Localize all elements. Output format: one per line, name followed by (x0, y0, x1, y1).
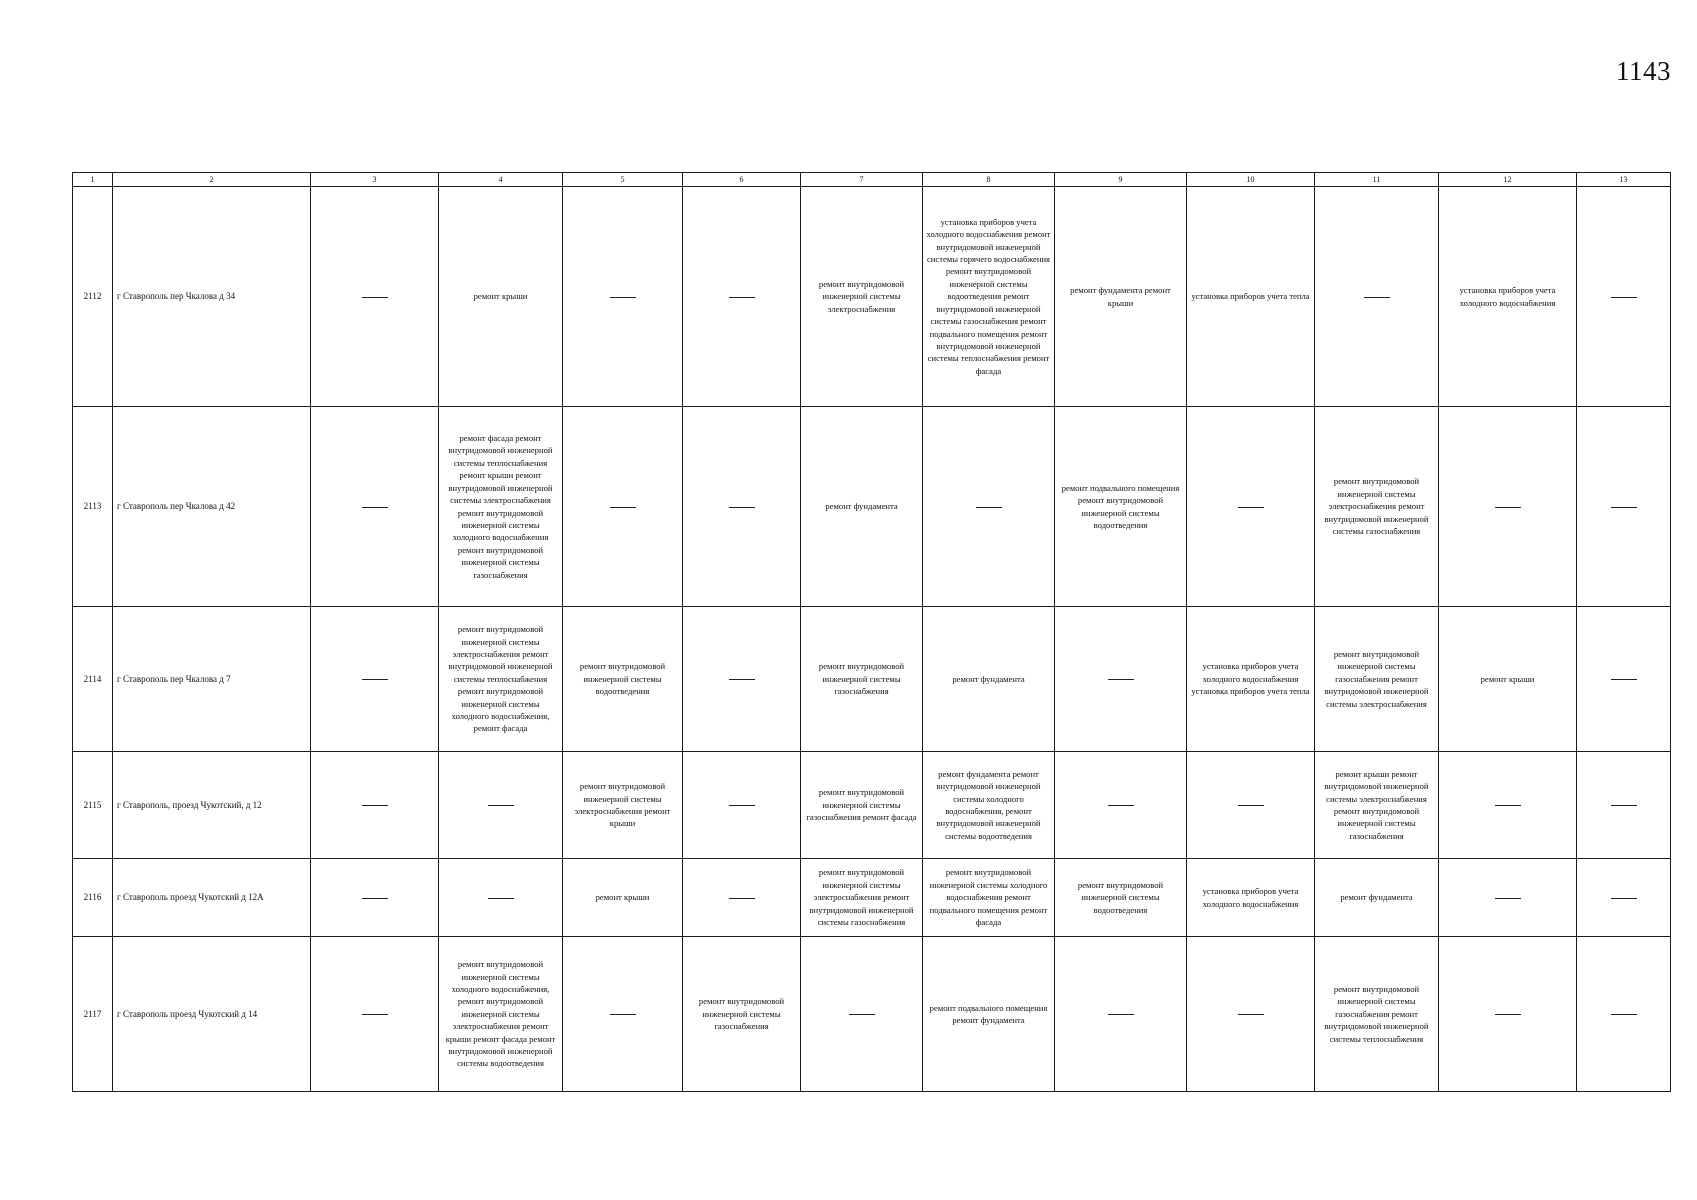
work-cell (1439, 859, 1577, 937)
cell-text: ремонт фундамента (952, 673, 1025, 684)
row-number-cell (73, 937, 113, 1092)
cell-text: ремонт внутридомовой инженерной системы электроснабжения ремонт внутридомовой инженерной системы газоснабжения (809, 867, 914, 928)
work-cell (563, 937, 683, 1092)
cell-text: ремонт крыши ремонт внутридомовой инженерной системы электроснабжения ремонт внутридомовой инженерной системы газоснабжения (1324, 768, 1429, 841)
work-cell (1315, 859, 1439, 937)
work-cell (683, 607, 801, 752)
work-cell (1315, 407, 1439, 607)
column-header: 5 (563, 173, 683, 187)
cell-text: 2112 (83, 291, 102, 302)
row-number-cell (73, 752, 113, 859)
work-cell (1577, 187, 1671, 407)
work-cell (311, 607, 439, 752)
work-cell (1577, 937, 1671, 1092)
cell-text: ремонт внутридомовой инженерной системы холодного водоснабжения ремонт подвального помещения ремонт фасада (929, 867, 1048, 928)
work-cell (683, 937, 801, 1092)
empty-dash (488, 805, 514, 806)
cell-text: ремонт фундамента (825, 501, 898, 512)
work-cell (801, 859, 923, 937)
column-header: 9 (1055, 173, 1187, 187)
cell-text: г Ставрополь, проезд Чукотский, д 12 (117, 799, 262, 810)
cell-text: установка приборов учета холодного водоснабжения установка приборов учета тепла (1191, 661, 1310, 697)
empty-dash (849, 1014, 875, 1015)
empty-dash (729, 507, 755, 508)
work-cell (311, 752, 439, 859)
work-cell (923, 407, 1055, 607)
cell-text: ремонт внутридомовой инженерной системы газоснабжения ремонт фасада (806, 787, 917, 823)
cell-text: г Ставрополь пер Чкалова д 42 (117, 501, 236, 512)
work-cell (683, 859, 801, 937)
empty-dash (1364, 297, 1390, 298)
work-cell (923, 937, 1055, 1092)
empty-dash (1238, 805, 1264, 806)
table-row (73, 407, 1671, 607)
work-cell (1187, 407, 1315, 607)
work-cell (801, 937, 923, 1092)
row-number-cell (73, 607, 113, 752)
cell-text: ремонт подвального помещения ремонт фундамента (929, 1002, 1048, 1025)
column-header: 3 (311, 173, 439, 187)
address-cell (113, 187, 311, 407)
empty-dash (976, 507, 1002, 508)
work-cell (1315, 187, 1439, 407)
cell-text: 2114 (83, 673, 102, 684)
cell-text: 2115 (83, 799, 102, 810)
work-cell (1439, 607, 1577, 752)
cell-text: ремонт фундамента (1340, 892, 1413, 903)
column-header: 4 (439, 173, 563, 187)
work-cell (801, 607, 923, 752)
work-cell (1187, 752, 1315, 859)
cell-text: г Ставрополь пер Чкалова д 7 (117, 673, 231, 684)
column-number-row (73, 173, 1671, 187)
empty-dash (610, 297, 636, 298)
empty-dash (362, 898, 388, 899)
cell-text: ремонт внутридомовой инженерной системы электроснабжения ремонт внутридомовой инженерной системы газоснабжения (1324, 476, 1429, 537)
cell-text: ремонт подвального помещения ремонт внутридомовой инженерной системы водоотведения (1061, 482, 1180, 530)
cell-text: установка приборов учета холодного водоснабжения ремонт внутридомовой инженерной системы горячего водоснабжения ремонт внутридомовой инженерной системы водоотведения ремонт внутридомовой инженерной системы газоснабжения ремонт подвального помещения ремонт внутридомовой инженерной системы теплоснабжения ремонт фасада (926, 216, 1051, 376)
empty-dash (1495, 898, 1521, 899)
work-cell (801, 187, 923, 407)
work-cell (563, 752, 683, 859)
work-cell (1055, 407, 1187, 607)
work-cell (1187, 607, 1315, 752)
empty-dash (610, 507, 636, 508)
work-cell (801, 752, 923, 859)
empty-dash (1611, 297, 1637, 298)
address-cell (113, 407, 311, 607)
empty-dash (1108, 805, 1134, 806)
table-row (73, 752, 1671, 859)
address-cell (113, 859, 311, 937)
empty-dash (362, 1014, 388, 1015)
empty-dash (1495, 805, 1521, 806)
cell-text: г Ставрополь проезд Чукотский д 14 (117, 1008, 258, 1019)
column-header: 11 (1315, 173, 1439, 187)
cell-text: ремонт крыши (473, 291, 528, 302)
table-row (73, 607, 1671, 752)
empty-dash (1238, 507, 1264, 508)
work-cell (801, 407, 923, 607)
work-cell (439, 607, 563, 752)
column-header: 8 (923, 173, 1055, 187)
work-cell (563, 187, 683, 407)
cell-text: 2113 (83, 501, 102, 512)
empty-dash (488, 898, 514, 899)
cell-text: г Ставрополь пер Чкалова д 34 (117, 291, 236, 302)
work-cell (923, 187, 1055, 407)
page-number: 1143 (1616, 56, 1671, 86)
cell-text: г Ставрополь проезд Чукотский д 12А (117, 892, 264, 903)
work-cell (1439, 752, 1577, 859)
empty-dash (1108, 679, 1134, 680)
work-cell (311, 859, 439, 937)
cell-text: ремонт внутридомовой инженерной системы холодного водоснабжения, ремонт внутридомовой инженерной системы электроснабжения ремонт крыши ремонт фасада ремонт внутридомовой инженерной системы водоотведения (445, 959, 556, 1069)
work-cell (1577, 407, 1671, 607)
cell-text: ремонт фундамента ремонт внутридомовой инженерной системы холодного водоснабжения, ремонт внутридомовой инженерной системы водоотведения (936, 768, 1041, 841)
work-cell (1577, 752, 1671, 859)
cell-text: установка приборов учета тепла (1191, 291, 1310, 302)
empty-dash (1611, 507, 1637, 508)
cell-text: ремонт внутридомовой инженерной системы водоотведения (579, 661, 666, 697)
table-row (73, 187, 1671, 407)
table-row (73, 937, 1671, 1092)
work-cell (439, 407, 563, 607)
row-number-cell (73, 187, 113, 407)
empty-dash (729, 679, 755, 680)
empty-dash (1611, 805, 1637, 806)
empty-dash (729, 297, 755, 298)
column-header: 6 (683, 173, 801, 187)
cell-text: ремонт внутридомовой инженерной системы газоснабжения ремонт внутридомовой инженерной системы электроснабжения (1324, 648, 1429, 709)
table-row (73, 859, 1671, 937)
work-cell (1055, 752, 1187, 859)
work-cell (683, 407, 801, 607)
empty-dash (362, 805, 388, 806)
empty-dash (729, 805, 755, 806)
work-cell (1577, 607, 1671, 752)
work-cell (563, 407, 683, 607)
empty-dash (1611, 1014, 1637, 1015)
empty-dash (1238, 1014, 1264, 1015)
column-header: 13 (1577, 173, 1671, 187)
work-cell (439, 752, 563, 859)
work-cell (1439, 937, 1577, 1092)
work-cell (923, 607, 1055, 752)
work-cell (1439, 407, 1577, 607)
work-cell (311, 407, 439, 607)
work-cell (439, 187, 563, 407)
address-cell (113, 607, 311, 752)
address-cell (113, 752, 311, 859)
cell-text: ремонт внутридомовой инженерной системы водоотведения (1077, 879, 1164, 915)
empty-dash (1495, 1014, 1521, 1015)
work-cell (1439, 187, 1577, 407)
cell-text: ремонт внутридомовой инженерной системы электроснабжения (818, 278, 905, 314)
work-cell (563, 607, 683, 752)
cell-text: ремонт внутридомовой инженерной системы газоснабжения ремонт внутридомовой инженерной системы теплоснабжения (1324, 983, 1429, 1044)
empty-dash (729, 898, 755, 899)
empty-dash (1495, 507, 1521, 508)
empty-dash (362, 507, 388, 508)
column-header: 7 (801, 173, 923, 187)
column-header: 1 (73, 173, 113, 187)
column-header: 2 (113, 173, 311, 187)
work-cell (1577, 859, 1671, 937)
row-number-cell (73, 407, 113, 607)
work-cell (1315, 607, 1439, 752)
repair-schedule-table (72, 172, 1671, 1092)
cell-text: 2117 (83, 1008, 102, 1019)
work-cell (1187, 187, 1315, 407)
work-cell (563, 859, 683, 937)
cell-text: ремонт внутридомовой инженерной системы электроснабжения ремонт крыши (574, 781, 671, 829)
work-cell (311, 937, 439, 1092)
cell-text: ремонт фасада ремонт внутридомовой инженерной системы теплоснабжения ремонт крыши ремонт внутридомовой инженерной системы электроснабжения ремонт внутридомовой инженерной системы холодного водоснабжения ремонт внутридомовой инженерной системы газоснабжения (448, 433, 553, 580)
work-cell (439, 937, 563, 1092)
cell-text: ремонт внутридомовой инженерной системы газоснабжения (698, 996, 785, 1032)
empty-dash (1611, 898, 1637, 899)
cell-text: ремонт фундамента ремонт крыши (1070, 285, 1171, 308)
work-cell (1055, 607, 1187, 752)
work-cell (1187, 859, 1315, 937)
work-cell (1315, 752, 1439, 859)
address-cell (113, 937, 311, 1092)
empty-dash (1611, 679, 1637, 680)
empty-dash (610, 1014, 636, 1015)
cell-text: установка приборов учета холодного водоснабжения (1459, 285, 1556, 308)
empty-dash (362, 679, 388, 680)
work-cell (923, 859, 1055, 937)
cell-text: ремонт крыши (595, 892, 650, 903)
work-cell (1055, 187, 1187, 407)
work-cell (923, 752, 1055, 859)
cell-text: установка приборов учета холодного водоснабжения (1202, 886, 1299, 909)
work-cell (1055, 859, 1187, 937)
work-cell (439, 859, 563, 937)
cell-text: ремонт внутридомовой инженерной системы газоснабжения (818, 661, 905, 697)
work-cell (1055, 937, 1187, 1092)
cell-text: 2116 (83, 892, 102, 903)
column-header: 10 (1187, 173, 1315, 187)
empty-dash (362, 297, 388, 298)
work-cell (683, 187, 801, 407)
column-header: 12 (1439, 173, 1577, 187)
cell-text: ремонт крыши (1480, 673, 1535, 684)
work-cell (683, 752, 801, 859)
work-cell (311, 187, 439, 407)
row-number-cell (73, 859, 113, 937)
empty-dash (1108, 1014, 1134, 1015)
work-cell (1315, 937, 1439, 1092)
cell-text: ремонт внутридомовой инженерной системы электроснабжения ремонт внутридомовой инженерной системы теплоснабжения ремонт внутридомовой инженерной системы холодного водоснабжения, ремонт фасада (448, 624, 553, 734)
work-cell (1187, 937, 1315, 1092)
